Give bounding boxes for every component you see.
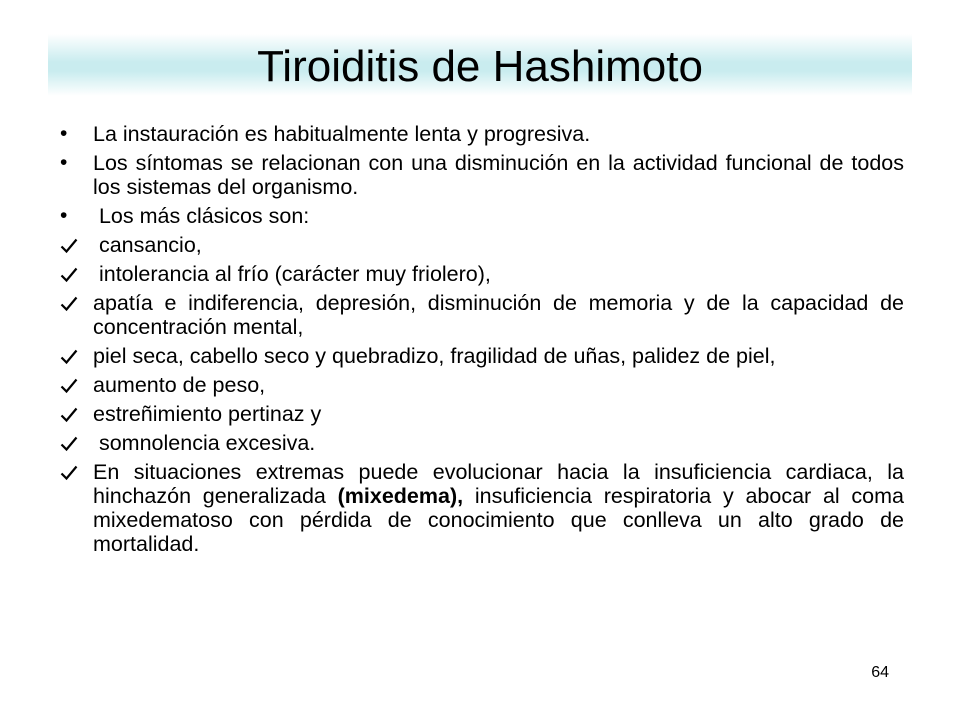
checkmark-icon [60, 291, 84, 312]
list-item [58, 402, 904, 426]
list-item-text [93, 460, 904, 556]
list-item [58, 262, 904, 286]
list-item [58, 233, 904, 257]
list-item [58, 373, 904, 397]
slide-title: Tiroiditis de Hashimoto [257, 42, 703, 91]
bullet-icon: • [60, 204, 68, 227]
list-item [58, 431, 904, 455]
list-item-text: estreñimiento pertinaz y [93, 402, 322, 426]
checkmark-icon [60, 431, 84, 452]
list-item [58, 460, 904, 556]
list-item-text: La instauración es habitualmente lenta y progresiva. [93, 122, 591, 146]
list-item-text: piel seca, cabello seco y quebradizo, fragilidad de uñas, palidez de piel, [93, 344, 776, 368]
list-item-text: aumento de peso, [93, 373, 266, 397]
list-item-text: Los más clásicos son: [93, 204, 310, 228]
list-item-text: apatía e indiferencia, depresión, disminución de memoria y de la capacidad de concentración mental, [93, 291, 904, 339]
bullet-list [58, 122, 904, 561]
checkmark-icon [60, 402, 84, 423]
text-segment: insuficiencia respiratoria y abocar al coma mixedematoso con pérdida de conocimiento que conlleva un alto grado de mortalidad. [93, 484, 904, 556]
list-item [58, 291, 904, 339]
bullet-icon: • [60, 122, 68, 145]
bullet-icon: • [60, 151, 68, 174]
checkmark-icon [60, 460, 84, 481]
page-number: 64 [871, 664, 889, 681]
list-item [58, 344, 904, 368]
list-item-text: cansancio, [93, 233, 202, 257]
list-item [58, 151, 904, 199]
list-item [58, 122, 904, 146]
checkmark-icon [60, 373, 84, 394]
text-segment: En situaciones extremas puede evolucionar hacia la insuficiencia cardiaca, la hinchazón generalizada [93, 460, 904, 508]
list-item-text: somnolencia excesiva. [93, 431, 316, 455]
list-item-text: intolerancia al frío (carácter muy friolero), [93, 262, 491, 286]
checkmark-icon [60, 233, 84, 254]
checkmark-icon [60, 344, 84, 365]
bold-term-mixedema: (mixedema), [337, 484, 464, 508]
list-item [58, 204, 904, 228]
checkmark-icon [60, 262, 84, 283]
list-item-text: Los síntomas se relacionan con una disminución en la actividad funcional de todos los sistemas del organismo. [93, 151, 904, 199]
